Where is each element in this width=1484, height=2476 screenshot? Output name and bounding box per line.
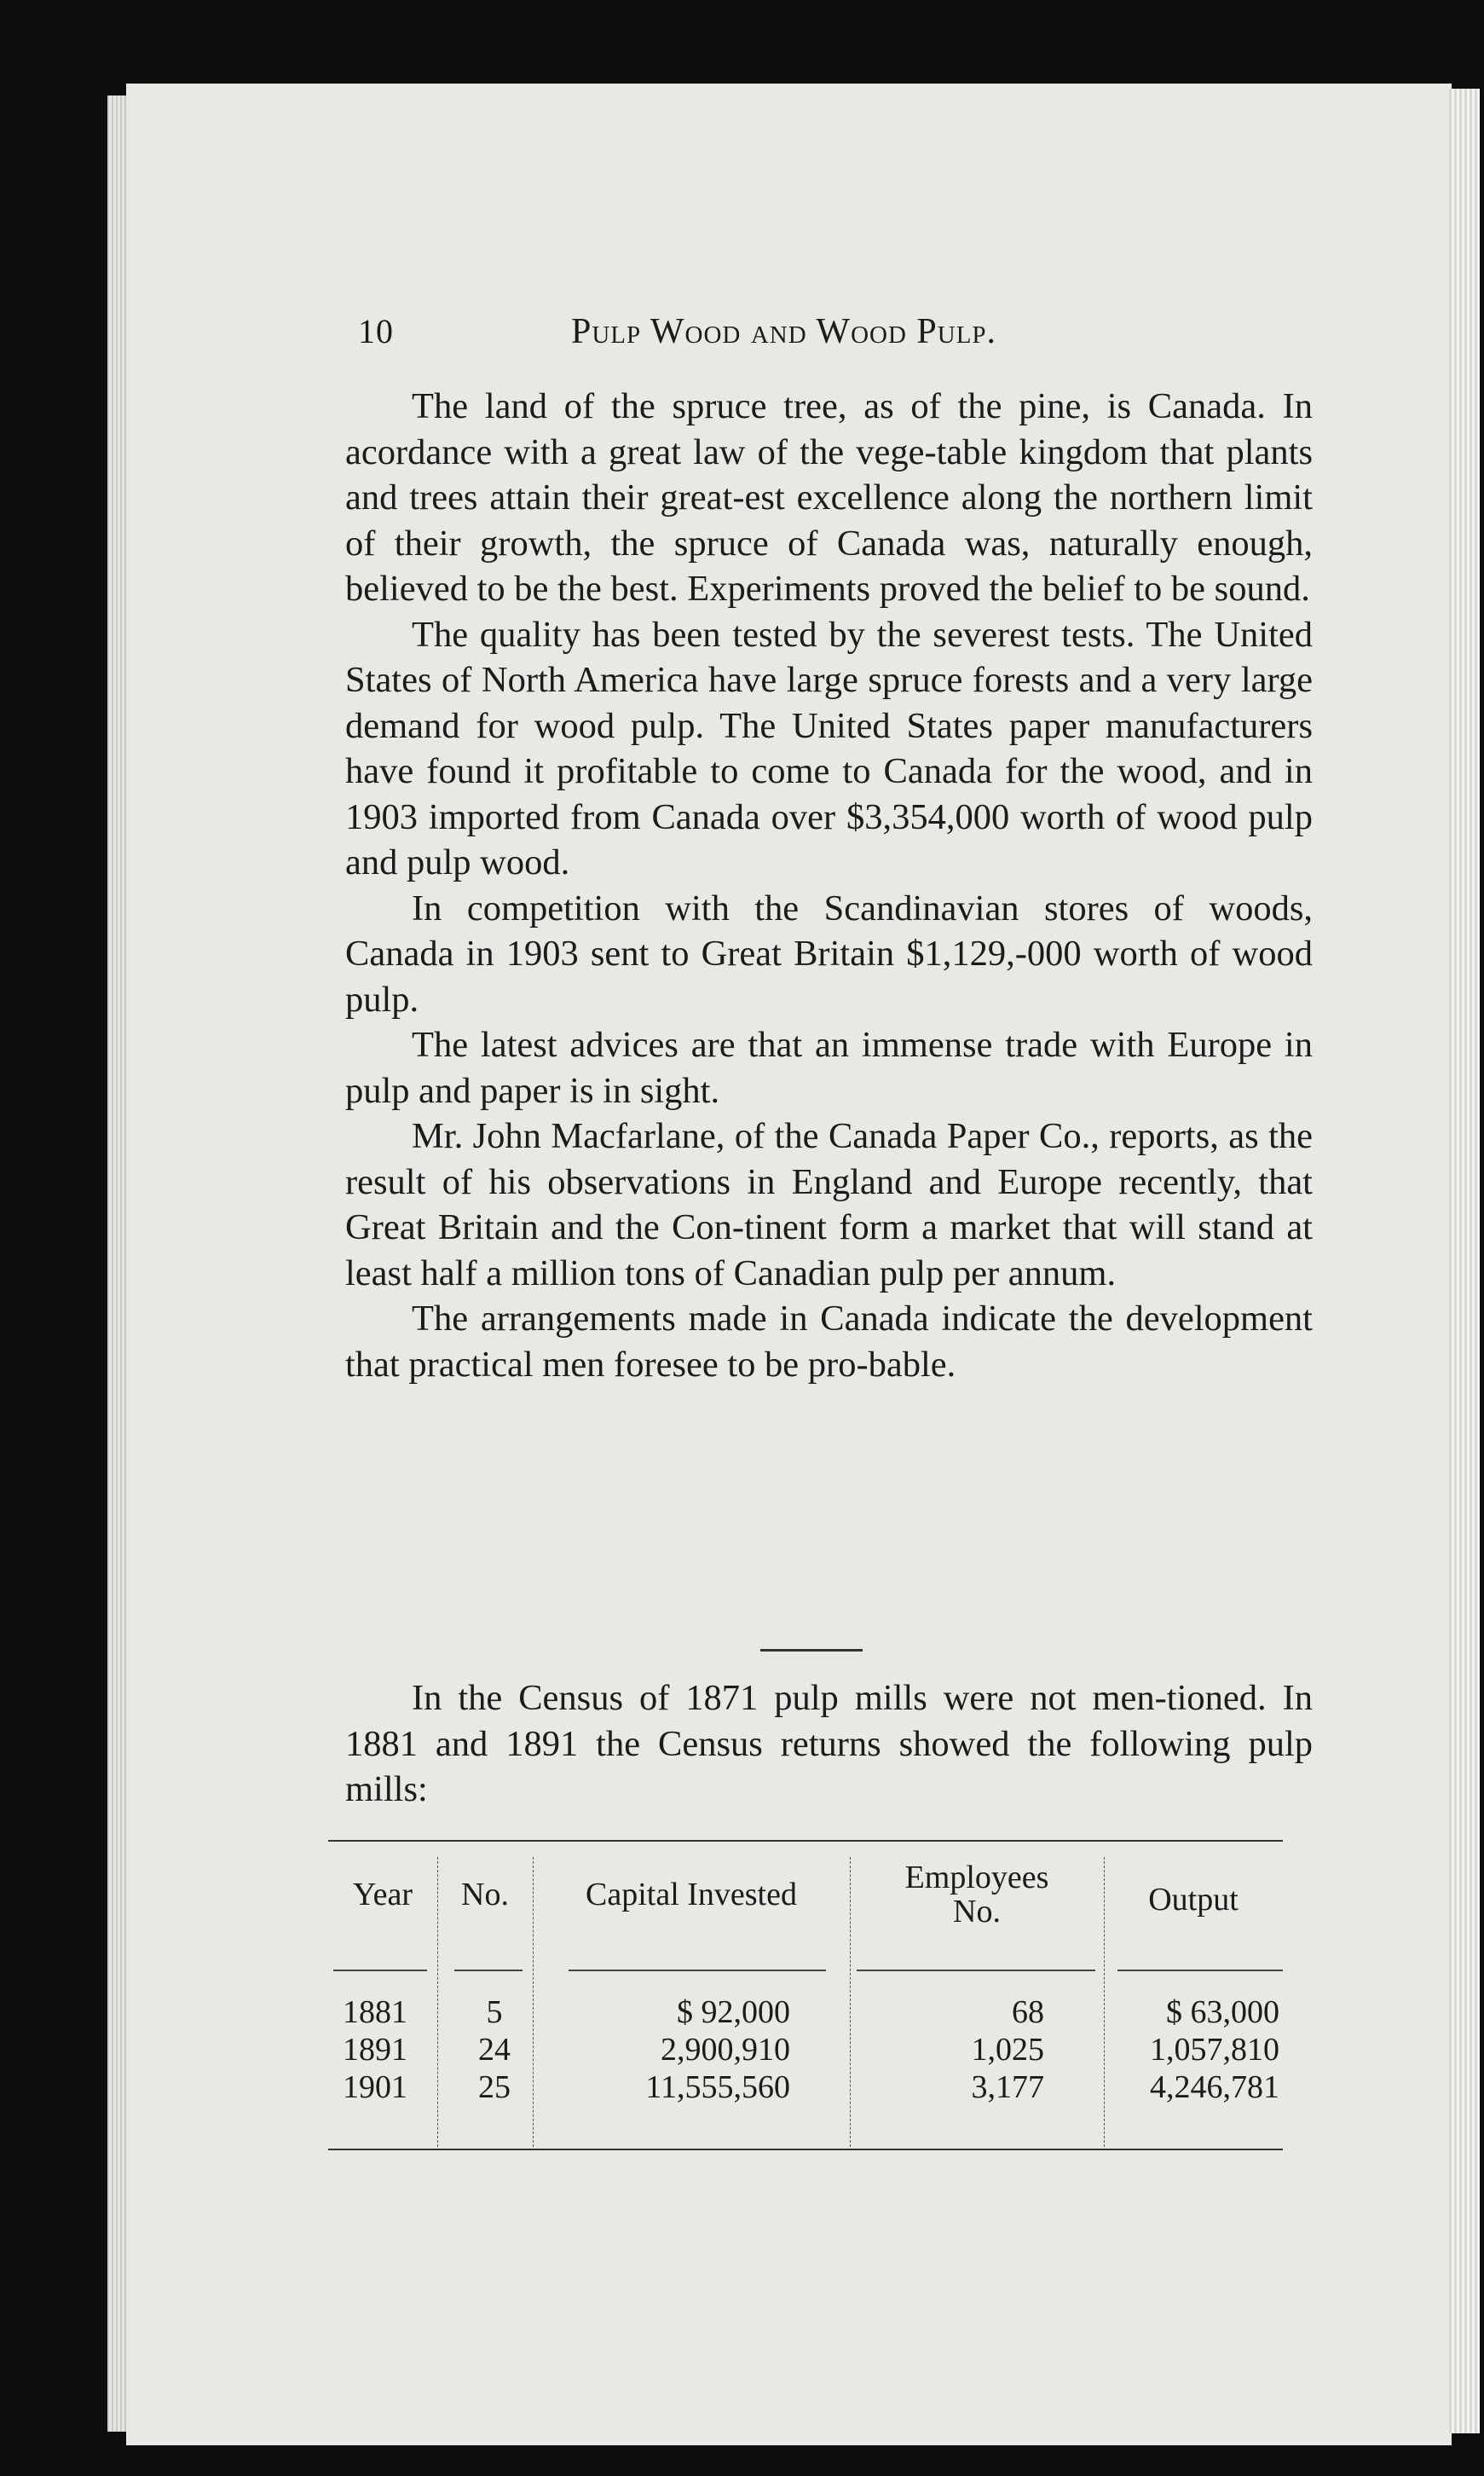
census-intro	[345, 1675, 1313, 1813]
column-employees	[874, 1993, 1044, 2106]
paragraph: The arrangements made in Canada indicate the development that practical men foresee to be pro-bable.	[345, 1299, 1313, 1385]
column-year	[328, 1993, 422, 2106]
cell-employees: 68	[1012, 1994, 1044, 2030]
table-top-rule	[328, 1840, 1283, 1842]
pulp-mills-table	[328, 1840, 1283, 2151]
page-stack-right-edge	[1449, 89, 1480, 2433]
cell-year: 1901	[343, 2069, 407, 2105]
cell-no: 25	[478, 2069, 511, 2105]
header-employees-line1: Employees	[904, 1860, 1049, 1895]
header-output: Output	[1148, 1882, 1239, 1918]
paragraph: The latest advices are that an immense trade with Europe in pulp and paper is in sight.	[345, 1025, 1313, 1111]
cell-output: 4,246,781	[1150, 2069, 1279, 2105]
page-number: 10	[358, 312, 394, 350]
header-year: Year	[352, 1877, 413, 1912]
cell-employees: 3,177	[971, 2069, 1044, 2105]
header-employees	[850, 1860, 1104, 1929]
cell-capital: 2,900,910	[661, 2032, 790, 2068]
section-divider	[760, 1649, 863, 1652]
header-underline	[1117, 1970, 1283, 1971]
cell-output: $ 63,000	[1166, 1994, 1279, 2030]
paragraph: In competition with the Scandinavian stores of woods, Canada in 1903 sent to Great Britain $1,129,-000 worth of wood pulp.	[345, 888, 1313, 1020]
paragraph: The quality has been tested by the severest tests. The United States of North America have large spruce forests and a very large demand for wood pulp. The United States paper manufacturers have found it profitable to come to Canada for the wood, and in 1903 imported from Canada over $3,354,000 worth of wood pulp and pulp wood.	[345, 614, 1313, 882]
header-underline	[454, 1970, 523, 1971]
header-underline	[857, 1970, 1095, 1971]
header-capital: Capital Invested	[586, 1877, 797, 1912]
cell-output: 1,057,810	[1150, 2032, 1279, 2068]
header-underline	[569, 1970, 826, 1971]
cell-year: 1891	[343, 2032, 407, 2068]
table-bottom-rule	[328, 2149, 1283, 2150]
cell-no: 24	[478, 2032, 511, 2068]
page-stack-left-edge	[107, 95, 126, 2432]
cell-year: 1881	[343, 1994, 407, 2030]
column-capital	[551, 1993, 790, 2106]
header-underline	[333, 1970, 427, 1971]
paragraph: The land of the spruce tree, as of the pine, is Canada. In acordance with a great law of the vege-table kingdom that plants and trees attain their great-est excellence along the northern limit of their growth, the spruce of Canada was, naturally enough, believed to be the best. Experiments proved the belief to be sound.	[345, 386, 1313, 609]
header-employees-line2: No.	[953, 1894, 1001, 1929]
cell-employees: 1,025	[971, 2032, 1044, 2068]
column-output	[1112, 1993, 1279, 2106]
census-paragraph: In the Census of 1871 pulp mills were not men-tioned. In 1881 and 1891 the Census returns showed the following pulp mills:	[345, 1678, 1313, 1809]
paragraph: Mr. John Macfarlane, of the Canada Paper Co., reports, as the result of his observations in England and Europe recently, that Great Britain and the Con-tinent form a market that will stand at least half a million tons of Canadian pulp per annum.	[345, 1116, 1313, 1293]
body-text	[345, 384, 1313, 1387]
cell-capital: $ 92,000	[677, 1994, 790, 2030]
running-title: Pulp Wood and Wood Pulp.	[571, 312, 997, 351]
column-no	[465, 1993, 524, 2106]
cell-capital: 11,555,560	[645, 2069, 790, 2105]
cell-no: 5	[486, 1994, 503, 2030]
header-no: No.	[461, 1877, 509, 1912]
